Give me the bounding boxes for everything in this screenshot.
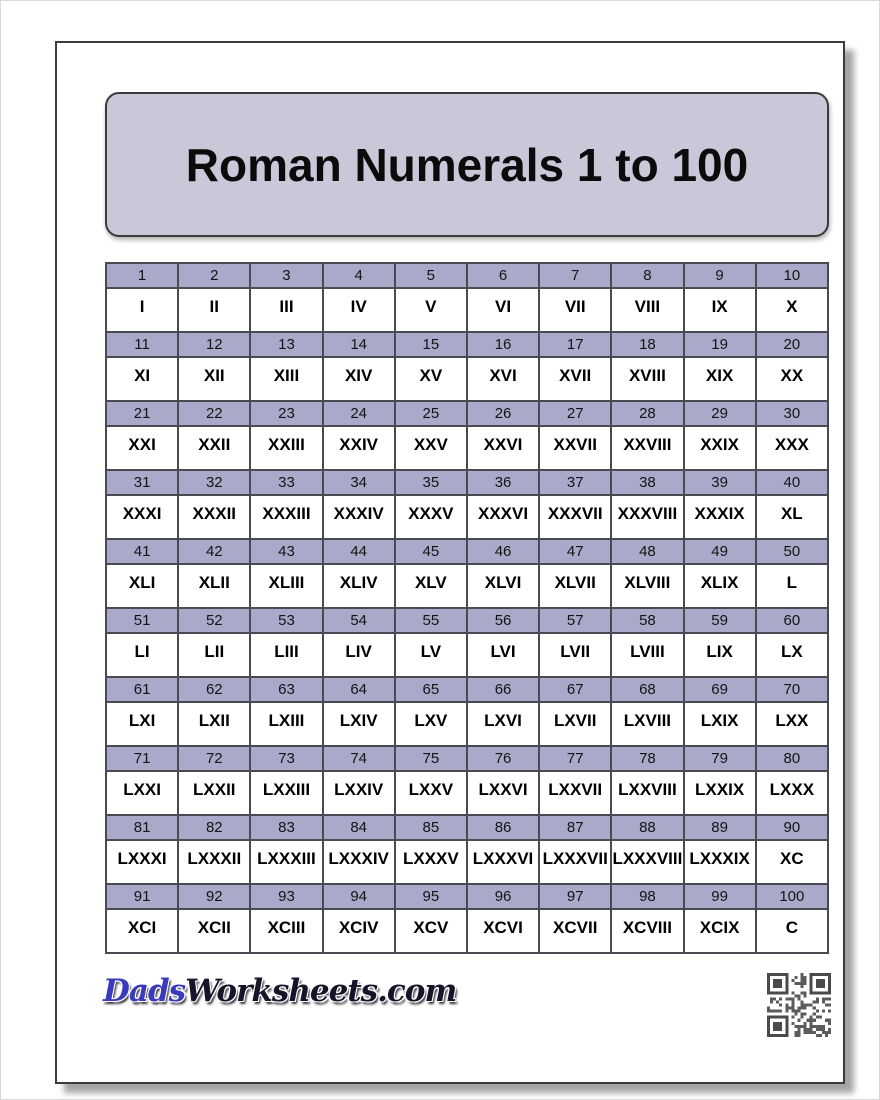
numeral-cell: LVIII — [611, 633, 683, 677]
number-cell: 53 — [250, 608, 322, 633]
numeral-cell: VI — [467, 288, 539, 332]
numeral-cell: LIX — [684, 633, 756, 677]
numeral-row — [106, 909, 828, 953]
numeral-row — [106, 633, 828, 677]
numeral-cell: V — [395, 288, 467, 332]
numeral-cell: I — [106, 288, 178, 332]
numeral-cell: LXXII — [178, 771, 250, 815]
numeral-cell: LXX — [756, 702, 828, 746]
numeral-cell: XCII — [178, 909, 250, 953]
numeral-cell: L — [756, 564, 828, 608]
numeral-cell: XIV — [323, 357, 395, 401]
numeral-cell: LXXXIV — [323, 840, 395, 884]
numeral-cell: XLI — [106, 564, 178, 608]
number-cell: 60 — [756, 608, 828, 633]
number-row — [106, 815, 828, 840]
number-cell: 9 — [684, 263, 756, 288]
numeral-cell: LXV — [395, 702, 467, 746]
numeral-row — [106, 495, 828, 539]
numeral-cell: XL — [756, 495, 828, 539]
numeral-cell: XC — [756, 840, 828, 884]
numeral-cell: XXXV — [395, 495, 467, 539]
number-cell: 85 — [395, 815, 467, 840]
number-cell: 63 — [250, 677, 322, 702]
numeral-cell: XXI — [106, 426, 178, 470]
number-cell: 92 — [178, 884, 250, 909]
numeral-row — [106, 426, 828, 470]
number-cell: 88 — [611, 815, 683, 840]
numeral-cell: LVI — [467, 633, 539, 677]
numeral-cell: XXIV — [323, 426, 395, 470]
number-cell: 82 — [178, 815, 250, 840]
title-box — [105, 92, 829, 237]
numeral-cell: IV — [323, 288, 395, 332]
numeral-cell: II — [178, 288, 250, 332]
number-row — [106, 539, 828, 564]
number-cell: 11 — [106, 332, 178, 357]
numeral-cell: VII — [539, 288, 611, 332]
number-cell: 87 — [539, 815, 611, 840]
numeral-cell: LXXXII — [178, 840, 250, 884]
number-cell: 91 — [106, 884, 178, 909]
numeral-cell: LXI — [106, 702, 178, 746]
number-cell: 76 — [467, 746, 539, 771]
number-cell: 45 — [395, 539, 467, 564]
number-cell: 20 — [756, 332, 828, 357]
number-cell: 44 — [323, 539, 395, 564]
numeral-cell: XXIII — [250, 426, 322, 470]
numeral-cell: LXXI — [106, 771, 178, 815]
number-cell: 32 — [178, 470, 250, 495]
numerals-table-body — [106, 263, 828, 953]
number-cell: 59 — [684, 608, 756, 633]
number-cell: 2 — [178, 263, 250, 288]
numeral-cell: XCVI — [467, 909, 539, 953]
numeral-cell: LIV — [323, 633, 395, 677]
number-cell: 84 — [323, 815, 395, 840]
number-cell: 13 — [250, 332, 322, 357]
number-cell: 23 — [250, 401, 322, 426]
numeral-cell: C — [756, 909, 828, 953]
number-cell: 12 — [178, 332, 250, 357]
number-cell: 25 — [395, 401, 467, 426]
number-row — [106, 470, 828, 495]
numeral-cell: LX — [756, 633, 828, 677]
number-cell: 43 — [250, 539, 322, 564]
number-cell: 28 — [611, 401, 683, 426]
numeral-cell: XXVIII — [611, 426, 683, 470]
numeral-cell: LI — [106, 633, 178, 677]
number-cell: 77 — [539, 746, 611, 771]
number-cell: 50 — [756, 539, 828, 564]
number-cell: 66 — [467, 677, 539, 702]
numeral-cell: LXXIV — [323, 771, 395, 815]
numeral-cell: XXXIV — [323, 495, 395, 539]
numeral-cell: LXXXVI — [467, 840, 539, 884]
numeral-cell: XVI — [467, 357, 539, 401]
number-cell: 40 — [756, 470, 828, 495]
number-row — [106, 332, 828, 357]
number-cell: 49 — [684, 539, 756, 564]
numeral-cell: XXX — [756, 426, 828, 470]
number-cell: 70 — [756, 677, 828, 702]
number-cell: 21 — [106, 401, 178, 426]
number-cell: 58 — [611, 608, 683, 633]
numeral-cell: XV — [395, 357, 467, 401]
numeral-cell: XXXVIII — [611, 495, 683, 539]
numeral-cell: XXVI — [467, 426, 539, 470]
number-cell: 79 — [684, 746, 756, 771]
number-cell: 94 — [323, 884, 395, 909]
numeral-cell: LXXXVII — [539, 840, 611, 884]
number-cell: 75 — [395, 746, 467, 771]
numeral-cell: XXXIII — [250, 495, 322, 539]
numeral-cell: LXXVIII — [611, 771, 683, 815]
number-cell: 95 — [395, 884, 467, 909]
numeral-cell: XIX — [684, 357, 756, 401]
number-cell: 30 — [756, 401, 828, 426]
number-cell: 14 — [323, 332, 395, 357]
numeral-cell: XXXI — [106, 495, 178, 539]
number-cell: 8 — [611, 263, 683, 288]
numeral-cell: XLVII — [539, 564, 611, 608]
number-cell: 96 — [467, 884, 539, 909]
number-cell: 61 — [106, 677, 178, 702]
numeral-cell: XIII — [250, 357, 322, 401]
number-cell: 67 — [539, 677, 611, 702]
numeral-cell: III — [250, 288, 322, 332]
number-cell: 7 — [539, 263, 611, 288]
logo-text-worksheets: Worksheets.com — [185, 973, 457, 1009]
number-cell: 31 — [106, 470, 178, 495]
numeral-cell: LXXIX — [684, 771, 756, 815]
numeral-cell: XI — [106, 357, 178, 401]
numeral-cell: XCI — [106, 909, 178, 953]
numeral-row — [106, 357, 828, 401]
numeral-cell: LXXIII — [250, 771, 322, 815]
number-cell: 100 — [756, 884, 828, 909]
numeral-cell: XCVII — [539, 909, 611, 953]
qr-code — [767, 973, 831, 1037]
numeral-cell: XXXVI — [467, 495, 539, 539]
numeral-cell: XXXVII — [539, 495, 611, 539]
number-cell: 81 — [106, 815, 178, 840]
number-cell: 89 — [684, 815, 756, 840]
numeral-cell: XCVIII — [611, 909, 683, 953]
number-cell: 4 — [323, 263, 395, 288]
number-cell: 55 — [395, 608, 467, 633]
numeral-cell: LV — [395, 633, 467, 677]
number-row — [106, 263, 828, 288]
number-cell: 24 — [323, 401, 395, 426]
number-cell: 74 — [323, 746, 395, 771]
numeral-cell: XCIX — [684, 909, 756, 953]
numeral-cell: LXVII — [539, 702, 611, 746]
numeral-row — [106, 771, 828, 815]
numeral-cell: XXV — [395, 426, 467, 470]
number-cell: 18 — [611, 332, 683, 357]
numeral-cell: LXXXVIII — [611, 840, 683, 884]
numeral-cell: XXII — [178, 426, 250, 470]
numeral-cell: XLVI — [467, 564, 539, 608]
number-cell: 36 — [467, 470, 539, 495]
logo-text-dads: Dads — [103, 973, 186, 1009]
numeral-cell: LXXV — [395, 771, 467, 815]
number-row — [106, 401, 828, 426]
numeral-cell: VIII — [611, 288, 683, 332]
numeral-cell: XX — [756, 357, 828, 401]
numeral-cell: LXIV — [323, 702, 395, 746]
number-cell: 56 — [467, 608, 539, 633]
numeral-cell: LXVI — [467, 702, 539, 746]
numeral-cell: XXIX — [684, 426, 756, 470]
numeral-cell: XLVIII — [611, 564, 683, 608]
numeral-cell: IX — [684, 288, 756, 332]
number-cell: 99 — [684, 884, 756, 909]
numeral-cell: XCIII — [250, 909, 322, 953]
numerals-table — [105, 262, 829, 954]
numeral-row — [106, 288, 828, 332]
page-title: Roman Numerals 1 to 100 — [185, 138, 749, 191]
number-cell: 93 — [250, 884, 322, 909]
number-cell: 80 — [756, 746, 828, 771]
number-cell: 73 — [250, 746, 322, 771]
numeral-cell: XCIV — [323, 909, 395, 953]
number-cell: 10 — [756, 263, 828, 288]
number-cell: 16 — [467, 332, 539, 357]
number-cell: 17 — [539, 332, 611, 357]
number-cell: 26 — [467, 401, 539, 426]
number-cell: 78 — [611, 746, 683, 771]
number-row — [106, 884, 828, 909]
numeral-cell: LXXX — [756, 771, 828, 815]
number-cell: 54 — [323, 608, 395, 633]
number-cell: 3 — [250, 263, 322, 288]
number-cell: 65 — [395, 677, 467, 702]
number-cell: 22 — [178, 401, 250, 426]
numeral-cell: XLII — [178, 564, 250, 608]
number-cell: 41 — [106, 539, 178, 564]
number-cell: 51 — [106, 608, 178, 633]
numeral-cell: LXXXV — [395, 840, 467, 884]
numeral-cell: LXII — [178, 702, 250, 746]
number-row — [106, 677, 828, 702]
number-cell: 47 — [539, 539, 611, 564]
numeral-cell: LII — [178, 633, 250, 677]
numeral-cell: XXVII — [539, 426, 611, 470]
number-cell: 37 — [539, 470, 611, 495]
numeral-cell: XXXIX — [684, 495, 756, 539]
number-cell: 34 — [323, 470, 395, 495]
numeral-row — [106, 840, 828, 884]
numeral-cell: XVIII — [611, 357, 683, 401]
number-cell: 38 — [611, 470, 683, 495]
numeral-cell: XXXII — [178, 495, 250, 539]
number-cell: 19 — [684, 332, 756, 357]
number-cell: 71 — [106, 746, 178, 771]
number-cell: 97 — [539, 884, 611, 909]
numeral-cell: LXXVII — [539, 771, 611, 815]
numeral-cell: LXVIII — [611, 702, 683, 746]
numeral-cell: XVII — [539, 357, 611, 401]
number-row — [106, 746, 828, 771]
number-cell: 46 — [467, 539, 539, 564]
numeral-cell: XLIX — [684, 564, 756, 608]
number-cell: 27 — [539, 401, 611, 426]
number-cell: 39 — [684, 470, 756, 495]
numeral-cell: XLV — [395, 564, 467, 608]
numeral-cell: XLIII — [250, 564, 322, 608]
number-cell: 52 — [178, 608, 250, 633]
numeral-cell: LVII — [539, 633, 611, 677]
numeral-cell: X — [756, 288, 828, 332]
numeral-cell: XCV — [395, 909, 467, 953]
numeral-row — [106, 564, 828, 608]
numeral-cell: LXXXIII — [250, 840, 322, 884]
number-cell: 57 — [539, 608, 611, 633]
number-cell: 86 — [467, 815, 539, 840]
number-cell: 69 — [684, 677, 756, 702]
number-cell: 68 — [611, 677, 683, 702]
number-cell: 64 — [323, 677, 395, 702]
number-cell: 15 — [395, 332, 467, 357]
number-cell: 72 — [178, 746, 250, 771]
number-cell: 62 — [178, 677, 250, 702]
numeral-cell: LIII — [250, 633, 322, 677]
number-cell: 98 — [611, 884, 683, 909]
dadsworksheets-logo — [103, 973, 456, 1009]
number-cell: 48 — [611, 539, 683, 564]
number-cell: 33 — [250, 470, 322, 495]
numeral-cell: LXXXIX — [684, 840, 756, 884]
number-cell: 1 — [106, 263, 178, 288]
numeral-cell: XLIV — [323, 564, 395, 608]
number-cell: 29 — [684, 401, 756, 426]
numeral-cell: LXIX — [684, 702, 756, 746]
numeral-cell: LXIII — [250, 702, 322, 746]
number-cell: 5 — [395, 263, 467, 288]
number-cell: 83 — [250, 815, 322, 840]
number-cell: 35 — [395, 470, 467, 495]
worksheet-page — [55, 41, 845, 1084]
numeral-cell: LXXXI — [106, 840, 178, 884]
number-cell: 42 — [178, 539, 250, 564]
number-cell: 90 — [756, 815, 828, 840]
number-cell: 6 — [467, 263, 539, 288]
number-row — [106, 608, 828, 633]
numeral-cell: XII — [178, 357, 250, 401]
numeral-cell: LXXVI — [467, 771, 539, 815]
numeral-row — [106, 702, 828, 746]
